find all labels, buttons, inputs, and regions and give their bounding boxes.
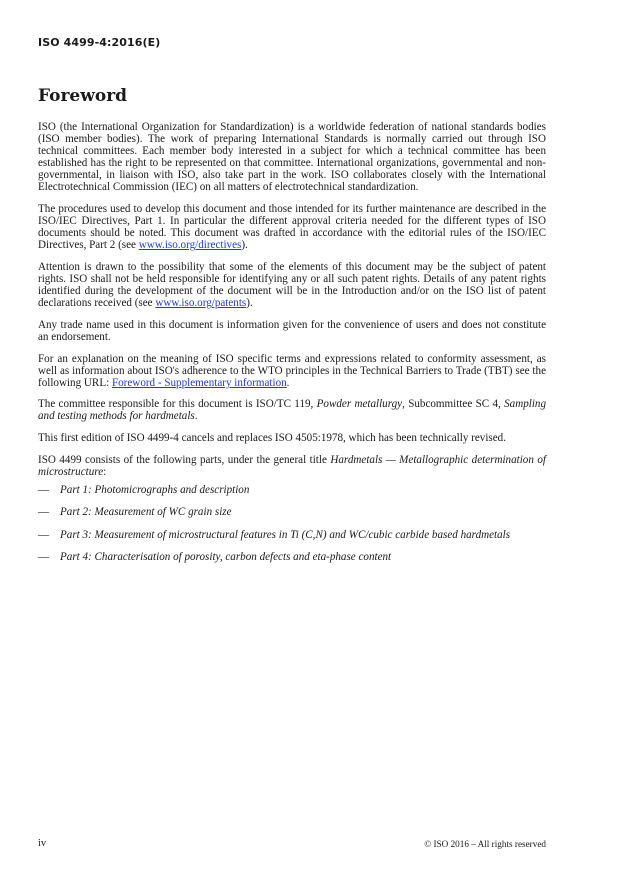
foreword-body: [38, 121, 546, 574]
list-item: — Part 4: Characterisation of porosity, carbon defects and eta-phase content: [38, 551, 392, 564]
paragraph-edition: This first edition of ISO 4499-4 cancels and replaces ISO 4505:1978, which has been technically revised.: [38, 431, 506, 444]
document-id: ISO 4499-4:2016(E): [38, 36, 161, 49]
paragraph-parts-intro: ISO 4499 consists of the following parts, under the general title Hardmetals — Metallographic determination of microstructure:: [38, 453, 546, 478]
paragraph-committee: The committee responsible for this document is ISO/TC 119, Powder metallurgy, Subcommittee SC 4, Sampling and testing methods for hardmetals.: [38, 398, 547, 423]
paragraph-conformity: For an explanation on the meaning of ISO specific terms and expressions related to conformity assessment, as well as information about ISO's adherence to the WTO principles in the Technical Barriers to Trade (TBT) see the following URL: Foreword - Supplementary information.: [38, 352, 546, 389]
page-title: Foreword: [38, 86, 128, 106]
patents-link[interactable]: www.iso.org/patents: [155, 297, 247, 310]
supplementary-info-link[interactable]: Foreword - Supplementary information: [111, 376, 287, 389]
list-item: — Part 1: Photomicrographs and description: [38, 483, 250, 496]
page-number: iv: [38, 838, 47, 849]
paragraph-procedures: The procedures used to develop this document and those intended for its further maintenance are described in the ISO/IEC Directives, Part 1. In particular the different approval criteria needed for the different types of ISO documents should be noted. This document was drafted in accordance with the editorial rules of the ISO/IEC Directives, Part 2 (see www.iso.org/directives).: [38, 203, 546, 252]
paragraph-patents: Attention is drawn to the possibility that some of the elements of this document may be the subject of patent rights. ISO shall not be held responsible for identifying any or all such patent rights. Details of any patent rights identified during the development of the document will be in the Introduction and/or on the ISO list of patent declarations received (see www.iso.org/patents).: [38, 260, 546, 310]
paragraph-trade-name: Any trade name used in this document is information given for the convenience of users and does not constitute an endorsement.: [38, 318, 546, 343]
paragraph-iso-overview: ISO (the International Organization for Standardization) is a worldwide federation of national standards bodies (ISO member bodies). The work of preparing International Standards is normally carried out through ISO technical committees. Each member body interested in a subject for which a technical committee has been established has the right to be represented on that committee. International organizations, governmental and non-governmental, in liaison with ISO, also take part in the work. ISO collaborates closely with the International Electrotechnical Commission (IEC) on all matters of electrotechnical standardization.: [38, 121, 546, 194]
list-item: — Part 2: Measurement of WC grain size: [38, 506, 232, 519]
parts-list: [38, 484, 546, 564]
list-item: — Part 3: Measurement of microstructural features in Ti (C,N) and WC/cubic carbide based hardmetals: [38, 528, 511, 541]
copyright-notice: © ISO 2016 – All rights reserved: [424, 839, 546, 849]
directives-link[interactable]: www.iso.org/directives: [138, 239, 242, 252]
